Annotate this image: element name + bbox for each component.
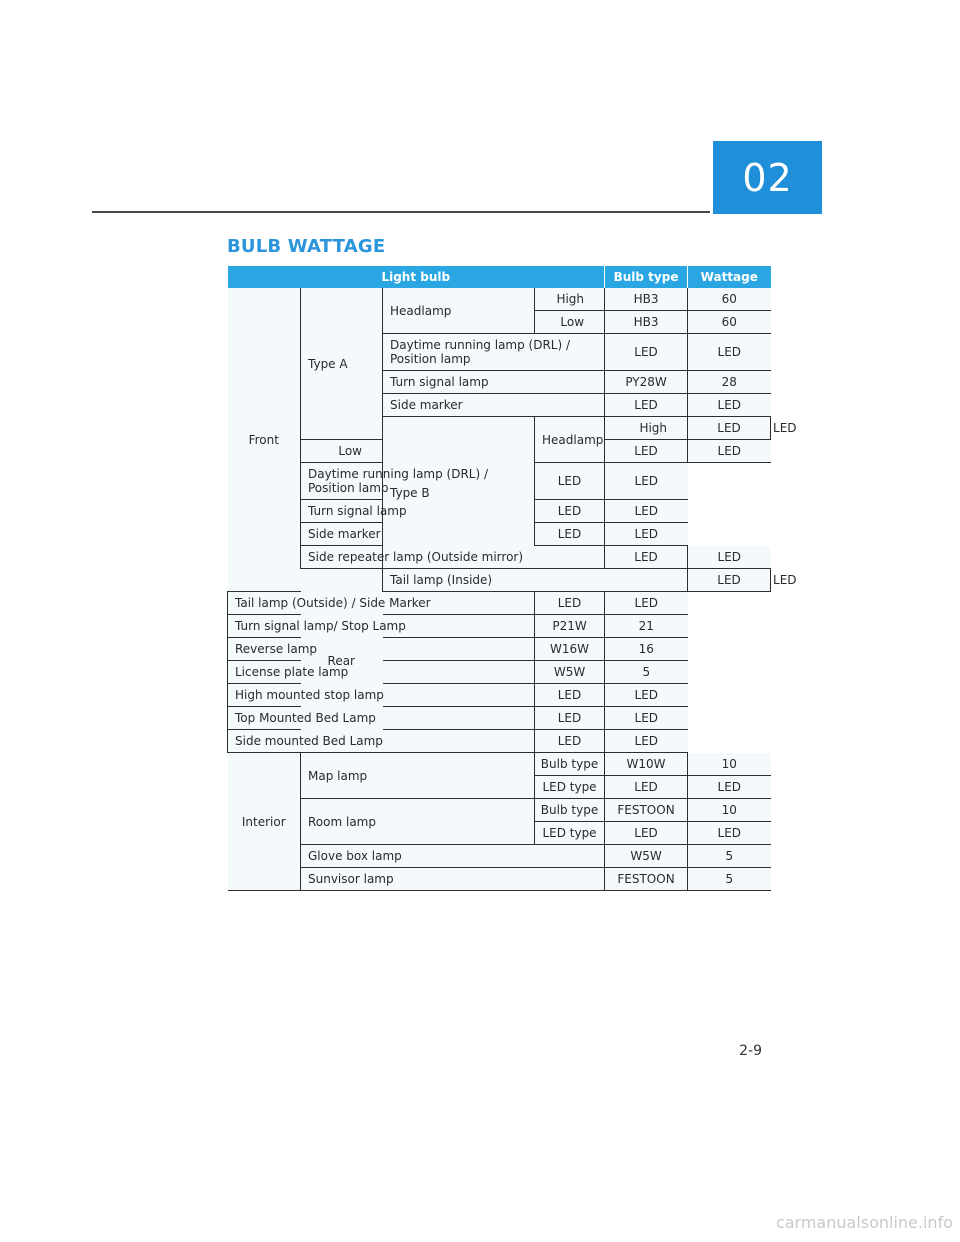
rear-item: Tail lamp (Inside) bbox=[383, 569, 688, 592]
bulb-type-cell: LED bbox=[605, 334, 688, 371]
wattage-cell: 21 bbox=[605, 615, 688, 638]
bulb-type-cell: W5W bbox=[605, 845, 688, 868]
bulb-type-cell: P21W bbox=[535, 615, 605, 638]
wattage-cell: LED bbox=[605, 592, 688, 615]
col-header-light-bulb: Light bulb bbox=[228, 266, 605, 288]
table-row bbox=[228, 523, 771, 546]
interior-glove-box: Glove box lamp bbox=[301, 845, 605, 868]
table-row bbox=[228, 707, 771, 730]
wattage-cell: 5 bbox=[688, 845, 771, 868]
bulb-type-cell: LED bbox=[688, 569, 771, 592]
bulb-type-cell: LED bbox=[535, 500, 605, 523]
interior-room-lamp: Room lamp bbox=[301, 799, 535, 845]
bulb-type-cell: LED bbox=[605, 394, 688, 417]
bulb-type-cell: LED bbox=[535, 523, 605, 546]
front-a-side: Side marker bbox=[383, 394, 605, 417]
wattage-cell: 60 bbox=[688, 311, 771, 334]
front-type-b: Type B bbox=[383, 417, 535, 569]
rear-item: Reverse lamp bbox=[228, 638, 535, 661]
wattage-cell: LED bbox=[688, 546, 771, 569]
group-rear: Rear bbox=[301, 569, 383, 753]
bulb-type-cell: LED bbox=[605, 546, 688, 569]
wattage-cell: LED bbox=[605, 500, 688, 523]
table-row bbox=[228, 638, 771, 661]
col-header-bulb-type: Bulb type bbox=[605, 266, 688, 288]
bulb-type-cell: HB3 bbox=[605, 288, 688, 311]
wattage-cell: LED bbox=[688, 822, 771, 845]
table-row bbox=[228, 288, 771, 311]
rear-item: License plate lamp bbox=[228, 661, 535, 684]
front-a-high: High bbox=[535, 288, 605, 311]
front-a-turn: Turn signal lamp bbox=[383, 371, 605, 394]
table-row bbox=[228, 592, 771, 615]
table-row bbox=[228, 500, 771, 523]
rear-item: Top Mounted Bed Lamp bbox=[228, 707, 535, 730]
wattage-cell: 5 bbox=[688, 868, 771, 891]
bulb-type-cell: LED bbox=[605, 822, 688, 845]
variant-cell: Bulb type bbox=[535, 799, 605, 822]
table-row bbox=[228, 463, 771, 500]
front-type-a: Type A bbox=[301, 288, 383, 440]
header-rule bbox=[92, 211, 710, 213]
table-row bbox=[228, 546, 771, 569]
wattage-cell: 60 bbox=[688, 288, 771, 311]
drl-label-line2: Position lamp bbox=[390, 352, 471, 366]
wattage-cell: LED bbox=[605, 707, 688, 730]
wattage-cell: 28 bbox=[688, 371, 771, 394]
wattage-cell: LED bbox=[688, 394, 771, 417]
wattage-cell: LED bbox=[688, 334, 771, 371]
variant-cell: LED type bbox=[535, 776, 605, 799]
bulb-type-cell: W10W bbox=[605, 753, 688, 776]
section-title: BULB WATTAGE bbox=[227, 236, 386, 257]
interior-sunvisor: Sunvisor lamp bbox=[301, 868, 605, 891]
drl-label-line1: Daytime running lamp (DRL) / bbox=[390, 338, 571, 352]
variant-cell: Bulb type bbox=[535, 753, 605, 776]
bulb-type-cell: LED bbox=[535, 730, 605, 753]
wattage-cell: LED bbox=[605, 684, 688, 707]
wattage-cell: 16 bbox=[605, 638, 688, 661]
table-row bbox=[228, 799, 771, 822]
bulb-type-cell: FESTOON bbox=[605, 868, 688, 891]
table-row bbox=[228, 868, 771, 891]
rear-item: Turn signal lamp/ Stop Lamp bbox=[228, 615, 535, 638]
rear-item: Tail lamp (Outside) / Side Marker bbox=[228, 592, 535, 615]
bulb-type-cell: LED bbox=[535, 684, 605, 707]
bulb-type-cell: PY28W bbox=[605, 371, 688, 394]
rear-item: Side mounted Bed Lamp bbox=[228, 730, 535, 753]
wattage-cell: 10 bbox=[688, 799, 771, 822]
wattage-cell: LED bbox=[688, 776, 771, 799]
front-a-low: Low bbox=[535, 311, 605, 334]
rear-item: High mounted stop lamp bbox=[228, 684, 535, 707]
bulb-type-cell: LED bbox=[605, 776, 688, 799]
col-header-wattage: Wattage bbox=[688, 266, 771, 288]
chapter-tab: 02 bbox=[713, 141, 822, 214]
variant-cell: LED type bbox=[535, 822, 605, 845]
bulb-type-cell: FESTOON bbox=[605, 799, 688, 822]
bulb-type-cell: W5W bbox=[535, 661, 605, 684]
table-header-row bbox=[228, 266, 771, 288]
wattage-cell: 10 bbox=[688, 753, 771, 776]
table-row bbox=[228, 753, 771, 776]
table-row bbox=[228, 661, 771, 684]
front-b-headlamp: Headlamp bbox=[535, 417, 605, 463]
drl-label-line1: Daytime running lamp (DRL) / bbox=[308, 467, 489, 481]
table-row bbox=[228, 845, 771, 868]
front-b-side: Side marker bbox=[301, 523, 535, 546]
bulb-type-cell: LED bbox=[535, 707, 605, 730]
table-row bbox=[228, 730, 771, 753]
table-row: Rear Tail lamp (Inside) LED LED bbox=[228, 569, 771, 592]
wattage-cell: LED bbox=[605, 730, 688, 753]
wattage-cell: LED bbox=[605, 463, 688, 500]
wattage-cell: 5 bbox=[605, 661, 688, 684]
group-interior: Interior bbox=[228, 753, 301, 891]
page-number: 2-9 bbox=[739, 1043, 762, 1059]
front-side-repeater: Side repeater lamp (Outside mirror) bbox=[301, 546, 605, 569]
group-front: Front bbox=[228, 288, 301, 592]
bulb-type-cell: LED bbox=[605, 440, 688, 463]
drl-label-line2: Position lamp bbox=[308, 481, 389, 495]
interior-map-lamp: Map lamp bbox=[301, 753, 535, 799]
table-row bbox=[228, 615, 771, 638]
front-a-headlamp: Headlamp bbox=[383, 288, 535, 334]
table-row: Type B Headlamp High LED LED bbox=[228, 417, 771, 440]
wattage-cell: LED bbox=[605, 523, 688, 546]
front-b-turn: Turn signal lamp bbox=[301, 500, 535, 523]
front-b-low: Low bbox=[301, 440, 383, 463]
bulb-type-cell: LED bbox=[688, 417, 771, 440]
table-row bbox=[228, 684, 771, 707]
bulb-wattage-table bbox=[227, 266, 797, 891]
front-a-drl bbox=[383, 334, 605, 371]
bulb-type-cell: LED bbox=[535, 463, 605, 500]
front-b-high: High bbox=[605, 417, 688, 440]
wattage-cell: LED bbox=[688, 440, 771, 463]
bulb-type-cell: LED bbox=[535, 592, 605, 615]
bulb-type-cell: W16W bbox=[535, 638, 605, 661]
watermark: carmanualsonline.info bbox=[775, 1213, 953, 1232]
bulb-type-cell: HB3 bbox=[605, 311, 688, 334]
